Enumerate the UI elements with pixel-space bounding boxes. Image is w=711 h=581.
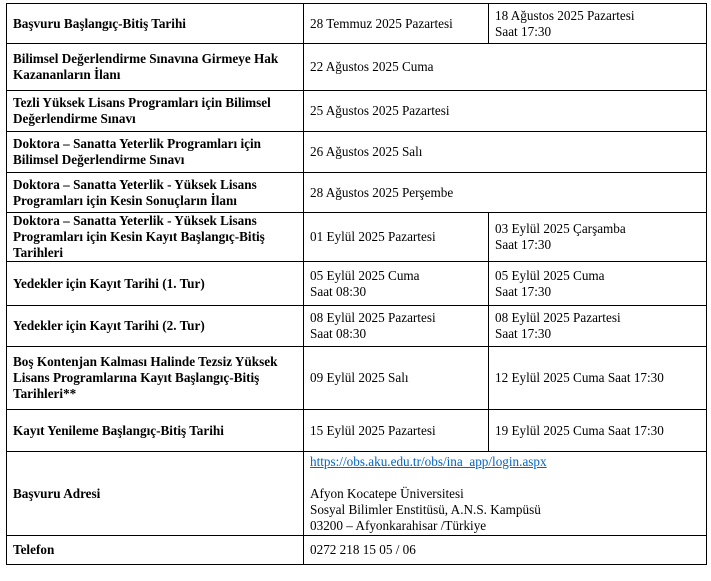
table-row bbox=[7, 347, 707, 410]
address-label: Başvuru Adresi bbox=[7, 452, 304, 536]
table-row bbox=[7, 536, 707, 565]
end-date bbox=[489, 4, 707, 44]
address-spacer bbox=[310, 470, 700, 486]
row-label: Bilimsel Değerlendirme Sınavına Girmeye Hak Kazananların İlanı bbox=[7, 44, 304, 91]
row-label: Kayıt Yenileme Başlangıç-Bitiş Tarihi bbox=[7, 410, 304, 452]
table-row bbox=[7, 44, 707, 91]
address-line: Sosyal Bilimler Enstitüsü, A.N.S. Kampüsü bbox=[310, 502, 541, 517]
event-date: 26 Ağustos 2025 Salı bbox=[304, 132, 707, 173]
end-date-line: 03 Eylül 2025 Çarşamba bbox=[495, 221, 626, 236]
end-time-line: Saat 17:30 bbox=[495, 283, 552, 299]
end-date-line: 05 Eylül 2025 Cuma bbox=[495, 267, 605, 283]
address-line: 03200 – Afyonkarahisar /Türkiye bbox=[310, 518, 487, 533]
row-label: Doktora – Sanatta Yeterlik - Yüksek Lisans Programları için Kesin Sonuçların İlanı bbox=[7, 173, 304, 213]
address-cell bbox=[304, 452, 707, 536]
row-label: Doktora – Sanatta Yeterlik Programları için Bilimsel Değerlendirme Sınavı bbox=[7, 132, 304, 173]
end-time-line: Saat 17:30 bbox=[495, 23, 552, 39]
table-row bbox=[7, 306, 707, 347]
row-label: Yedekler için Kayıt Tarihi (1. Tur) bbox=[7, 262, 304, 306]
address-line: Afyon Kocatepe Üniversitesi bbox=[310, 486, 464, 501]
start-date: 01 Eylül 2025 Pazartesi bbox=[304, 213, 489, 262]
end-date: 12 Eylül 2025 Cuma Saat 17:30 bbox=[489, 347, 707, 410]
table-row bbox=[7, 91, 707, 132]
start-date bbox=[304, 306, 489, 347]
event-date: 28 Ağustos 2025 Perşembe bbox=[304, 173, 707, 213]
start-date: 15 Eylül 2025 Pazartesi bbox=[304, 410, 489, 452]
event-date: 22 Ağustos 2025 Cuma bbox=[304, 44, 707, 91]
table-row bbox=[7, 4, 707, 44]
start-time-line: Saat 08:30 bbox=[310, 283, 367, 299]
application-link[interactable]: https://obs.aku.edu.tr/obs/ina_app/login.aspx bbox=[310, 454, 547, 469]
start-date-line: 08 Eylül 2025 Pazartesi bbox=[310, 310, 436, 325]
row-label: Yedekler için Kayıt Tarihi (2. Tur) bbox=[7, 306, 304, 347]
table-row bbox=[7, 262, 707, 306]
end-date bbox=[489, 262, 707, 306]
start-time-line: Saat 08:30 bbox=[310, 326, 367, 341]
row-label: Doktora – Sanatta Yeterlik - Yüksek Lisans Programları için Kesin Kayıt Başlangıç-Bitiş Tarihleri bbox=[7, 213, 304, 262]
start-date bbox=[304, 262, 489, 306]
end-date bbox=[489, 306, 707, 347]
row-label: Başvuru Başlangıç-Bitiş Tarihi bbox=[7, 4, 304, 44]
table-row bbox=[7, 452, 707, 536]
end-date bbox=[489, 213, 707, 262]
start-date-line: 05 Eylül 2025 Cuma bbox=[310, 267, 420, 283]
table-row bbox=[7, 213, 707, 262]
end-date-line: 08 Eylül 2025 Pazartesi bbox=[495, 310, 621, 325]
table-row bbox=[7, 410, 707, 452]
row-label: Tezli Yüksek Lisans Programları için Bilimsel Değerlendirme Sınavı bbox=[7, 91, 304, 132]
start-date: 09 Eylül 2025 Salı bbox=[304, 347, 489, 410]
row-label: Boş Kontenjan Kalması Halinde Tezsiz Yüksek Lisans Programlarına Kayıt Başlangıç-Bitiş Tarihleri** bbox=[7, 347, 304, 410]
schedule-table bbox=[6, 3, 707, 565]
table-row bbox=[7, 132, 707, 173]
end-time-line: Saat 17:30 bbox=[495, 237, 552, 252]
phone-label: Telefon bbox=[7, 536, 304, 565]
end-date-line: 18 Ağustos 2025 Pazartesi bbox=[495, 7, 635, 23]
start-date: 28 Temmuz 2025 Pazartesi bbox=[304, 4, 489, 44]
event-date: 25 Ağustos 2025 Pazartesi bbox=[304, 91, 707, 132]
end-date: 19 Eylül 2025 Cuma Saat 17:30 bbox=[489, 410, 707, 452]
end-time-line: Saat 17:30 bbox=[495, 326, 552, 341]
table-row bbox=[7, 173, 707, 213]
phone-value: 0272 218 15 05 / 06 bbox=[304, 536, 707, 565]
